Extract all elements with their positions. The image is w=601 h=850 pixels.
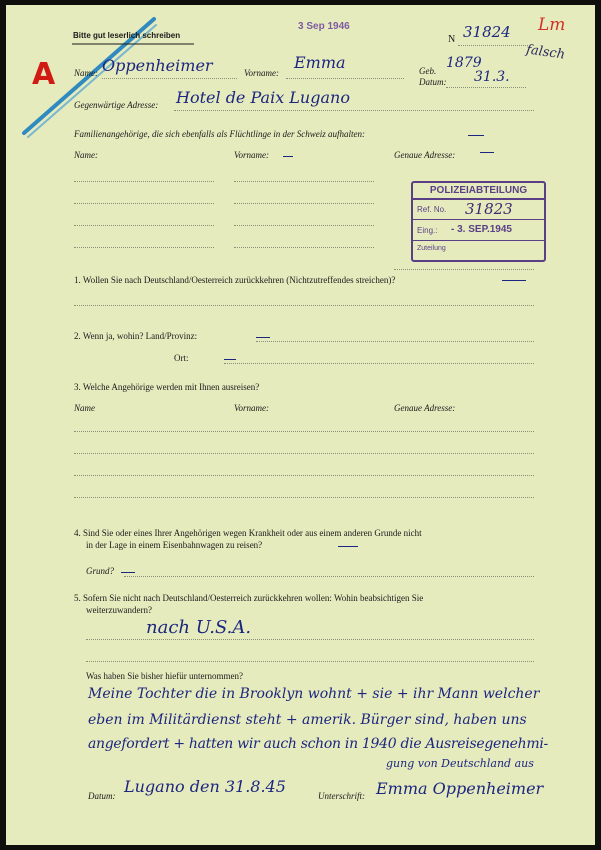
police-stamp-title: POLIZEIABTEILUNG bbox=[413, 183, 544, 200]
police-eing-value: - 3. SEP.1945 bbox=[451, 224, 512, 235]
family-heading: Familienangehörige, die sich ebenfalls als Flüchtlinge in der Schweiz aufhalten: bbox=[74, 129, 365, 139]
number-label: N bbox=[448, 34, 456, 45]
received-date-stamp: 3 Sep 1946 bbox=[298, 21, 350, 32]
name-value: Oppenheimer bbox=[102, 56, 213, 75]
question-4-line2: in der Lage in einem Eisenbahnwagen zu reisen? bbox=[86, 540, 263, 550]
family-col-adresse: Genaue Adresse: bbox=[394, 150, 456, 160]
category-mark: A bbox=[32, 57, 56, 92]
question-4-grund: Grund? bbox=[86, 566, 115, 576]
police-ref-label: Ref. No. bbox=[417, 205, 447, 214]
footer-signature-label: Unterschrift: bbox=[318, 791, 365, 801]
name-label: Name: bbox=[74, 68, 98, 78]
footer-datum-label: Datum: bbox=[88, 791, 116, 801]
q6-answer-line-2: eben im Militärdienst steht + amerik. Bürger sind, haben uns bbox=[88, 712, 527, 728]
q3-col-adresse: Genaue Adresse: bbox=[394, 403, 456, 413]
datum-value: 31.3. bbox=[474, 69, 510, 85]
family-col-vorname: Vorname: bbox=[234, 150, 269, 160]
question-6: Was haben Sie bisher hiefür unternommen? bbox=[86, 671, 243, 681]
family-col-name: Name: bbox=[74, 150, 98, 160]
header-instruction: Bitte gut leserlich schreiben bbox=[73, 31, 181, 40]
q3-col-name: Name bbox=[74, 403, 95, 413]
footer-signature-value: Emma Oppenheimer bbox=[376, 779, 544, 798]
vorname-label: Vorname: bbox=[244, 68, 279, 78]
datum-label: Datum: bbox=[419, 77, 447, 87]
corner-note-1: Lm bbox=[538, 15, 566, 35]
police-ref-value: 31823 bbox=[465, 200, 513, 218]
police-eing-label: Eing.: bbox=[417, 226, 438, 235]
question-4-line1: 4. Sind Sie oder eines Ihrer Angehörigen wegen Krankheit oder aus einem anderen Grunde nicht bbox=[74, 528, 422, 538]
geb-label: Geb. bbox=[419, 66, 437, 76]
question-5-line1: 5. Sofern Sie nicht nach Deutschland/Oesterreich zurückkehren wollen: Wohin beabsichtigen Sie bbox=[74, 593, 424, 603]
q3-col-vorname: Vorname: bbox=[234, 403, 269, 413]
form-sheet bbox=[6, 5, 595, 845]
police-stamp bbox=[411, 181, 546, 262]
question-1: 1. Wollen Sie nach Deutschland/Oesterreich zurückkehren (Nichtzutreffendes streichen)? bbox=[74, 275, 396, 285]
police-zuteilung-label: Zuteilung bbox=[417, 245, 446, 252]
number-value: 31824 bbox=[463, 23, 511, 41]
address-value: Hotel de Paix Lugano bbox=[176, 88, 350, 107]
corner-note-2: falsch bbox=[525, 42, 566, 63]
question-2: 2. Wenn ja, wohin? Land/Provinz: bbox=[74, 331, 198, 341]
question-2-ort: Ort: bbox=[174, 353, 189, 363]
question-5-line2: weiterzuwandern? bbox=[86, 605, 152, 615]
q6-answer-line-1: Meine Tochter die in Brooklyn wohnt + sie + ihr Mann welcher bbox=[88, 686, 540, 702]
footer-datum-value: Lugano den 31.8.45 bbox=[124, 777, 286, 796]
question-3: 3. Welche Angehörige werden mit Ihnen ausreisen? bbox=[74, 382, 260, 392]
q6-answer-line-3: angefordert + hatten wir auch schon in 1940 die Ausreisegenehmi- bbox=[88, 736, 548, 752]
geb-value: 1879 bbox=[446, 55, 482, 71]
q6-answer-line-4: gung von Deutschland aus bbox=[386, 757, 534, 770]
vorname-value: Emma bbox=[294, 53, 346, 72]
address-label: Gegenwärtige Adresse: bbox=[74, 100, 159, 110]
question-5-answer: nach U.S.A. bbox=[146, 617, 252, 638]
